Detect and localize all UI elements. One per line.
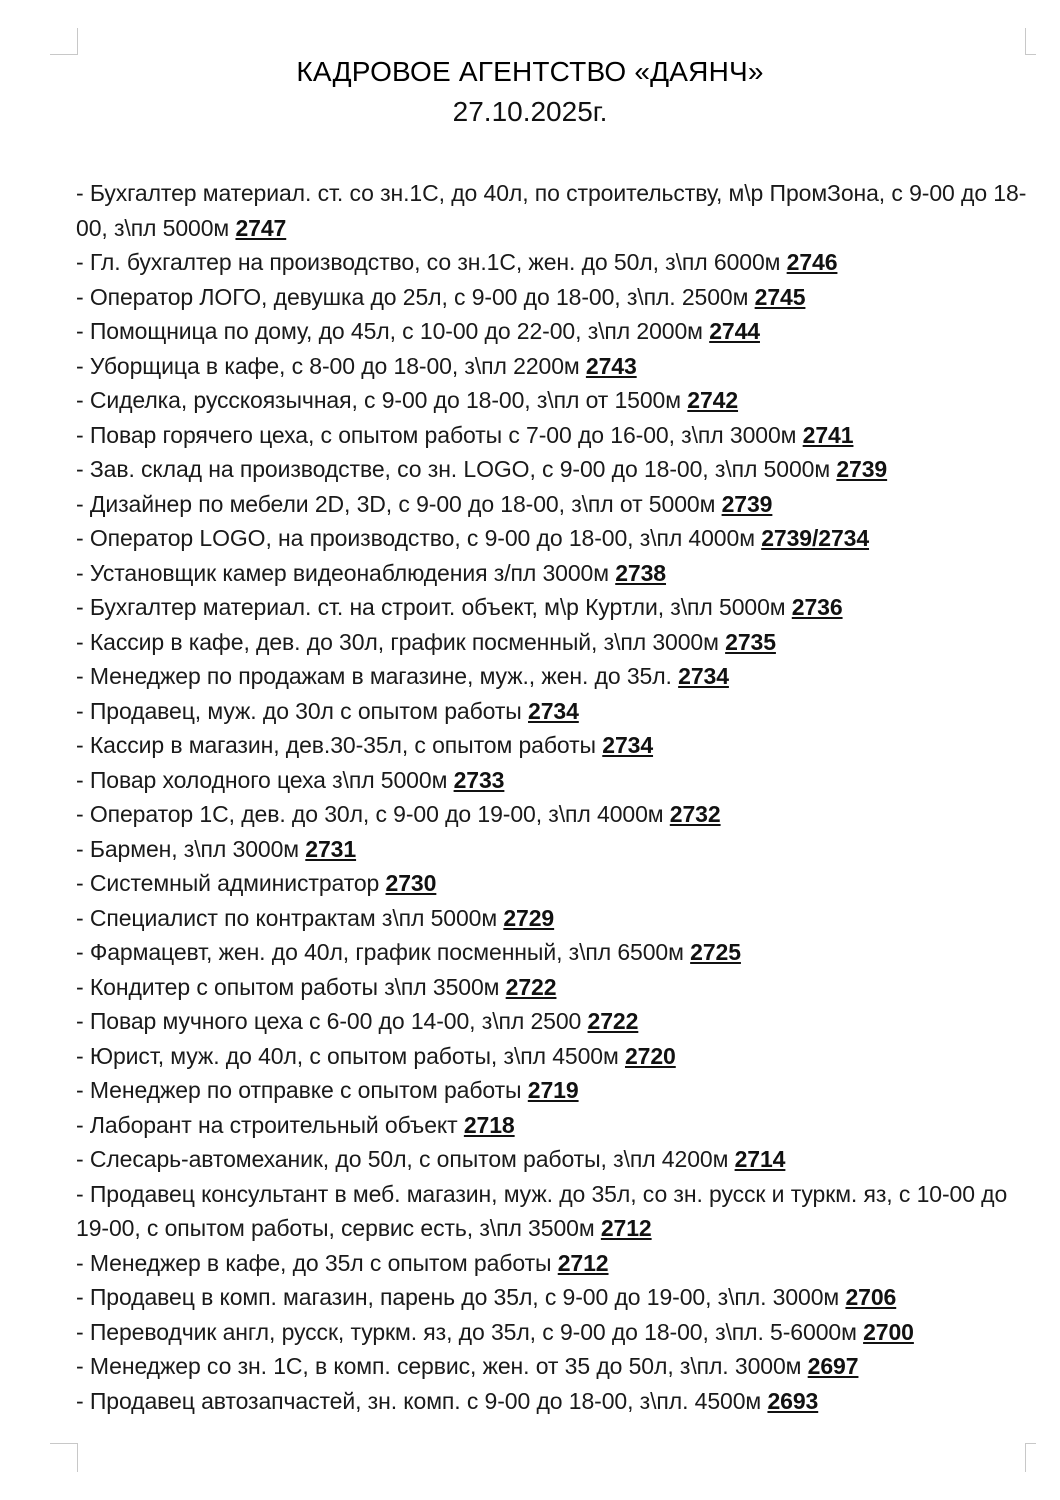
- job-code: 2722: [505, 973, 557, 1000]
- job-listing: [76, 556, 1036, 591]
- job-code: 2693: [767, 1387, 819, 1414]
- job-code: 2745: [754, 283, 806, 310]
- job-code: 2719: [527, 1077, 579, 1103]
- job-code: 2738: [615, 559, 667, 586]
- job-listing: [76, 418, 1036, 453]
- page-title: КАДРОВОЕ АГЕНТСТВО «ДАЯНЧ»: [296, 56, 764, 87]
- job-description: - Продавец, муж. до 30л с опытом работы: [76, 697, 522, 724]
- job-description: - Кассир в магазин, дев.30-35л, с опытом работы: [76, 732, 596, 758]
- job-code: 2725: [690, 939, 741, 965]
- job-code: 2732: [669, 801, 721, 827]
- job-description: - Повар мучного цеха с 6-00 до 14-00, з\пл 2500: [76, 1008, 582, 1034]
- job-code: 2746: [786, 249, 838, 275]
- job-description: - Оператор ЛОГО, девушка до 25л, с 9-00 до 18-00, з\пл. 2500м: [76, 283, 749, 310]
- job-code: 2722: [587, 1008, 639, 1034]
- job-listing: [76, 832, 1036, 867]
- job-listing: [76, 659, 1036, 694]
- job-code: 2744: [709, 318, 760, 344]
- job-code: 2718: [463, 1111, 515, 1138]
- job-listing: [76, 1177, 1036, 1246]
- job-description: - Менеджер по отправке с опытом работы: [76, 1077, 522, 1103]
- job-listing: [76, 314, 1036, 349]
- job-description: - Переводчик англ, русск, туркм. яз, до 35л, с 9-00 до 18-00, з\пл. 5-6000м: [76, 1318, 857, 1345]
- job-description: - Менеджер со зн. 1С, в комп. сервис, жен. от 35 до 50л, з\пл. 3000м: [76, 1353, 802, 1379]
- job-code: 2747: [235, 214, 287, 241]
- page-header: [0, 52, 1060, 132]
- job-description: - Специалист по контрактам з\пл 5000м: [76, 904, 498, 931]
- job-description: - Менеджер по продажам в магазине, муж., жен. до 35л.: [76, 663, 672, 689]
- job-description: - Дизайнер по мебели 2D, 3D, с 9-00 до 18-00, з\пл от 5000м: [76, 490, 716, 517]
- job-listing: [76, 935, 1036, 970]
- job-listing: [76, 797, 1036, 832]
- job-list: [76, 176, 1036, 1418]
- job-listing: [76, 383, 1036, 418]
- job-description: - Продавец консультант в меб. магазин, муж. до 35л, со зн. русск и туркм. яз, с 10-00 до 19-00, с опытом работы, сервис есть, з\пл 3500м: [76, 1180, 1008, 1241]
- job-description: - Гл. бухгалтер на производство, со зн.1С, жен. до 50л, з\пл 6000м: [76, 249, 781, 275]
- job-description: - Менеджер в кафе, до 35л с опытом работы: [76, 1249, 552, 1276]
- job-description: - Слесарь-автомеханик, до 50л, с опытом работы, з\пл 4200м: [76, 1146, 729, 1172]
- job-code: 2734: [602, 732, 654, 758]
- job-listing: [76, 1073, 1036, 1108]
- job-code: 2743: [585, 352, 637, 379]
- job-description: - Фармацевт, жен. до 40л, график посменный, з\пл 6500м: [76, 939, 684, 965]
- job-code: 2720: [624, 1042, 676, 1069]
- job-code: 2706: [845, 1284, 897, 1310]
- job-description: - Кондитер с опытом работы з\пл 3500м: [76, 973, 500, 1000]
- job-description: - Кассир в кафе, дев. до 30л, график посменный, з\пл 3000м: [76, 628, 719, 655]
- job-code: 2739/2734: [761, 525, 870, 551]
- job-listing: [76, 1142, 1036, 1177]
- crop-mark-top-right: [1025, 28, 1036, 55]
- job-description: - Сиделка, русскоязычная, с 9-00 до 18-00, з\пл от 1500м: [76, 387, 681, 413]
- job-code: 2742: [687, 387, 739, 413]
- job-listing: [76, 1004, 1036, 1039]
- job-description: - Системный администратор: [76, 870, 380, 896]
- job-code: 2734: [528, 697, 579, 724]
- job-code: 2714: [734, 1146, 786, 1172]
- job-description: - Оператор LOGO, на производство, с 9-00 до 18-00, з\пл 4000м: [76, 525, 755, 551]
- job-listing: [76, 590, 1036, 625]
- job-description: - Бармен, з\пл 3000м: [76, 835, 299, 862]
- job-code: 2733: [453, 766, 505, 793]
- crop-mark-top-left: [50, 28, 78, 55]
- job-description: - Уборщица в кафе, с 8-00 до 18-00, з\пл 2200м: [76, 352, 580, 379]
- job-description: - Зав. склад на производстве, со зн. LOGO, с 9-00 до 18-00, з\пл 5000м: [76, 456, 831, 482]
- job-code: 2700: [863, 1318, 914, 1345]
- job-listing: [76, 1039, 1036, 1074]
- job-listing: [76, 452, 1036, 487]
- job-listing: [76, 625, 1036, 660]
- job-listing: [76, 487, 1036, 522]
- job-listing: [76, 1384, 1036, 1419]
- job-listing: [76, 866, 1036, 901]
- job-listing: [76, 763, 1036, 798]
- job-listing: [76, 245, 1036, 280]
- job-description: - Оператор 1С, дев. до 30л, с 9-00 до 19-00, з\пл 4000м: [76, 801, 664, 827]
- job-description: - Юрист, муж. до 40л, с опытом работы, з\пл 4500м: [76, 1042, 619, 1069]
- job-description: - Бухгалтер материал. ст. на строит. объект, м\р Куртли, з\пл 5000м: [76, 594, 786, 620]
- job-description: - Повар горячего цеха, с опытом работы с 7-00 до 16-00, з\пл 3000м: [76, 421, 797, 448]
- job-description: - Помощница по дому, до 45л, с 10-00 до 22-00, з\пл 2000м: [76, 318, 703, 344]
- job-code: 2712: [557, 1249, 609, 1276]
- job-listing: [76, 280, 1036, 315]
- job-listing: [76, 176, 1036, 245]
- job-listing: [76, 970, 1036, 1005]
- job-code: 2729: [503, 904, 555, 931]
- job-code: 2736: [791, 594, 843, 620]
- page-date: 27.10.2025г.: [452, 96, 608, 127]
- job-code: 2734: [678, 663, 729, 689]
- job-listing: [76, 1349, 1036, 1384]
- job-code: 2697: [807, 1353, 859, 1379]
- job-code: 2731: [305, 835, 357, 862]
- job-code: 2730: [385, 870, 437, 896]
- job-code: 2735: [725, 628, 776, 655]
- job-listing: [76, 728, 1036, 763]
- job-description: - Лаборант на строительный объект: [76, 1111, 458, 1138]
- job-code: 2739: [836, 456, 888, 482]
- job-listing: [76, 1108, 1036, 1143]
- job-listing: [76, 1280, 1036, 1315]
- job-listing: [76, 1315, 1036, 1350]
- crop-mark-bottom-right: [1025, 1443, 1036, 1472]
- job-listing: [76, 694, 1036, 729]
- job-description: - Продавец автозапчастей, зн. комп. с 9-00 до 18-00, з\пл. 4500м: [76, 1387, 762, 1414]
- job-listing: [76, 901, 1036, 936]
- job-listing: [76, 349, 1036, 384]
- crop-mark-bottom-left: [50, 1443, 78, 1472]
- job-description: - Повар холодного цеха з\пл 5000м: [76, 766, 448, 793]
- job-listing: [76, 521, 1036, 556]
- job-description: - Бухгалтер материал. ст. со зн.1С, до 40л, по строительству, м\р ПромЗона, с 9-00 до 18-00, з\пл 5000м: [76, 180, 1027, 241]
- job-listing: [76, 1246, 1036, 1281]
- job-code: 2739: [721, 490, 773, 517]
- job-code: 2741: [802, 421, 854, 448]
- job-description: - Установщик камер видеонаблюдения з/пл 3000м: [76, 559, 609, 586]
- job-description: - Продавец в комп. магазин, парень до 35л, с 9-00 до 19-00, з\пл. 3000м: [76, 1284, 840, 1310]
- job-code: 2712: [600, 1215, 652, 1241]
